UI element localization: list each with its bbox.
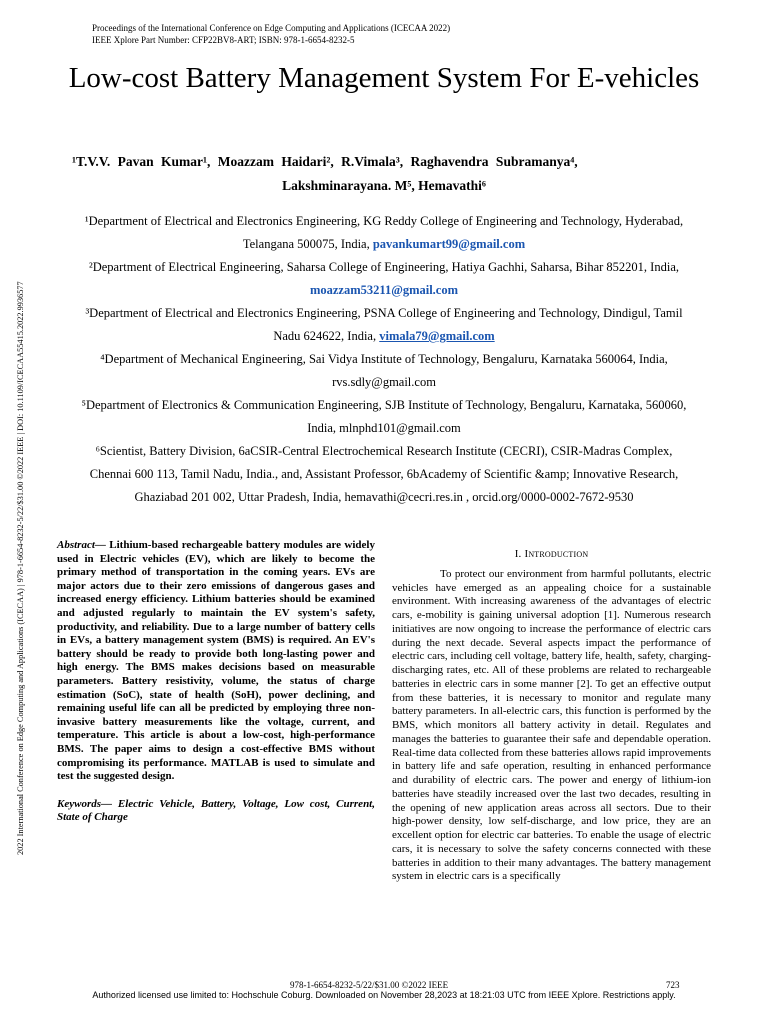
affiliation-5: ⁵Department of Electronics & Communication Engineering, SJB Institute of Technology, Bengaluru, Karnataka, 560060, India, mlnphd101@gmail.com [81,398,687,435]
affiliation-4: ⁴Department of Mechanical Engineering, Sai Vidya Institute of Technology, Bengaluru, Karnataka 560064, India, rvs.sdly@gmail.com [100,352,668,389]
author-line-2: Lakshminarayana. M⁵, Hemavathi⁶ [282,178,486,193]
paper-title: Low-cost Battery Management System For E-vehicles [68,62,700,94]
affiliation-2: ²Department of Electrical Engineering, Saharsa College of Engineering, Hatiya Gachhi, Saharsa, Bihar 852201, India, moazzam53211@gmail.com [88,260,679,297]
left-column [57,539,375,825]
proceedings-header-line2: IEEE Xplore Part Number: CFP22BV8-ART; ISBN: 978-1-6654-8232-5 [92,35,355,45]
sidebar-citation: 2022 International Conference on Edge Computing and Applications (ICECAA) | 978-1-6654-8232-5/22/$31.00 ©2022 IEEE | DOI: 10.1109/ICECAA55415.2022.9936577 [16,281,25,855]
abstract [57,539,375,784]
affiliations [80,210,688,509]
affiliation-1: ¹Department of Electrical and Electronics Engineering, KG Reddy College of Engineering and Technology, Hyderabad, Telangana 500075, India, pavankumart99@gmail.com [84,214,684,251]
right-column [392,548,711,884]
section-heading [392,548,711,562]
affiliation-3: ³Department of Electrical and Electronics Engineering, PSNA College of Engineering and Technology, Dindigul, Tamil Nadu 624622, India, vimala79@gmail.com [85,306,683,343]
section-title: Introduction [524,548,589,560]
abstract-body: Lithium-based rechargeable battery modules are widely used in Electric vehicles (EV), which are likely to become the primary method of transportation in the coming years. EVs are major actors due to their zero emissions of dangerous gases and increased energy efficiency. Lithium batteries should be examined and adjusted regularly to maintain the EV system's safety, productivity, and reliability. Due to a large number of battery cells in EVs, a battery management system (BMS) is required. An EV's battery should be ready to provide both long-lasting power and high energy. The BMS makes decisions based on measurable parameters. Battery resistivity, volume, the status of charge estimation (SoC), state of health (SoH), power declining, and remaining useful life can all be predicted by employing three non-invasive battery measurements like the voltage, current, and temperature. This article is about a low-cost, high-performance BMS. The paper aims to design a cost-effective BMS without compromising its performance. MATLAB is used to simulate and test the suggested design. [57,539,375,783]
intro-paragraph: To protect our environment from harmful pollutants, electric vehicles have emerged as an appealing choice for a sustainable environment. With increasing awareness of the advantages of electric cars, e-mobility is gaining universal adoption [1]. Numerous research initiatives are now ongoing to increase the performance of electric cars during the next decade. Several aspects impact the performance of electric cars, including cell voltage, battery life, health, safety, charging-discharging rates, etc. All of these problems are related to rechargeable batteries in electric cars in some manner [2]. To get an effective output from these batteries, it is necessary to monitor and regulate many battery parameters. In all-electric cars, this function is performed by the BMS, which monitors all battery activity in detail. Regulates and manages the batteries to guarantee their safe and dependable operation. Real-time data collected from these batteries allows rapid improvements in battery life and safe operation, resulting in enhanced performance and durability of electric cars. The power and energy of lithium-ion batteries have steadily increased over the last two decades, resulting in the opening of new application areas across all sectors. Due to their high-power density, low self-discharge, and low price, they are an excellent option for electric car batteries. To enable the usage of electric cars, it is necessary to solve the safety concerns connected with these batteries in addition to their many advantages. The battery management system in electric cars is a specifically [392,567,711,883]
keywords: Keywords— Electric Vehicle, Battery, Voltage, Low cost, Current, State of Charge [57,797,375,824]
section-number: I. [514,548,522,560]
proceedings-header-line1: Proceedings of the International Conference on Edge Computing and Applications (ICECAA 2022) [92,23,451,33]
license-notice: Authorized licensed use limited to: Hochschule Coburg. Downloaded on November 28,2023 at 18:21:03 UTC from IEEE Xplore. Restrictions apply. [92,990,676,1000]
author-list [60,150,708,198]
footer-copyright: 978-1-6654-8232-5/22/$31.00 ©2022 IEEE [290,980,449,990]
email-link-1[interactable]: pavankumart99@gmail.com [372,237,526,251]
email-link-3[interactable]: vimala79@gmail.com [379,329,495,343]
abstract-label: Abstract— [57,539,106,551]
page-number: 723 [666,980,680,990]
author-line-1: ¹T.V.V. Pavan Kumar¹, Moazzam Haidari², R.Vimala³, Raghavendra Subramanya⁴, [72,154,578,169]
affiliation-6: ⁶Scientist, Battery Division, 6aCSIR-Central Electrochemical Research Institute (CECRI), CSIR-Madras Complex, Chennai 600 113, Tamil Nadu, India., and, Assistant Professor, 6bAcademy of Scientific &amp; Innovative Research, Ghaziabad 201 002, Uttar Pradesh, India, hemavathi@cecri.res.in , orcid.org/0000-0002-7672-9530 [89,444,679,504]
email-link-2[interactable]: moazzam53211@gmail.com [309,283,459,297]
